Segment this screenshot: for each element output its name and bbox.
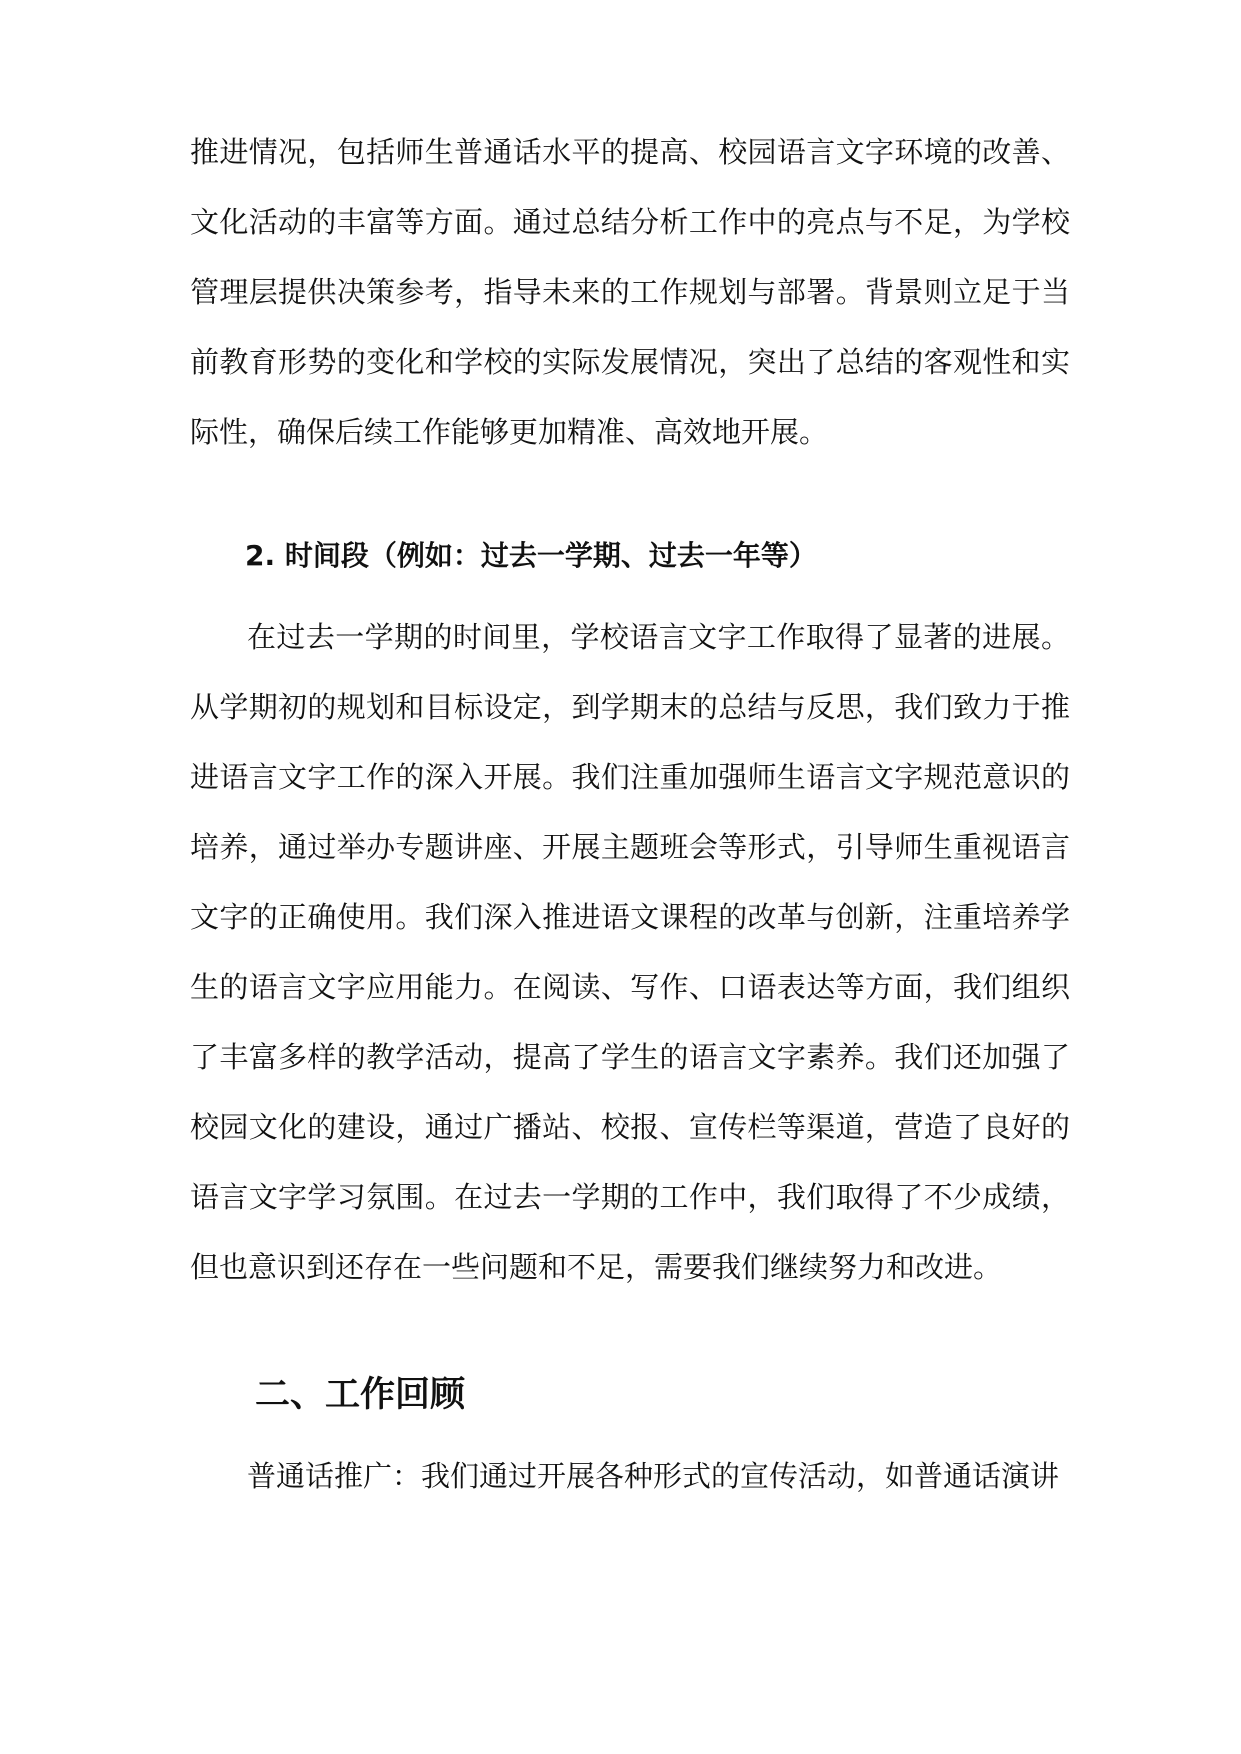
subheading-time-period: 2. 时间段（例如：过去一学期、过去一年等） bbox=[245, 539, 817, 572]
paragraph-2-line-6: 生的语言文字应用能力。在阅读、写作、口语表达等方面，我们组织 bbox=[190, 970, 1070, 1004]
paragraph-2-line-3: 进语言文字工作的深入开展。我们注重加强师生语言文字规范意识的 bbox=[190, 760, 1070, 794]
paragraph-1-line-5: 际性，确保后续工作能够更加精准、高效地开展。 bbox=[190, 415, 829, 449]
paragraph-2-line-1: 在过去一学期的时间里，学校语言文字工作取得了显著的进展。 bbox=[247, 620, 1070, 654]
paragraph-2-line-9: 语言文字学习氛围。在过去一学期的工作中，我们取得了不少成绩， bbox=[190, 1180, 1070, 1214]
paragraph-2-line-4: 培养，通过举办专题讲座、开展主题班会等形式，引导师生重视语言 bbox=[190, 830, 1070, 864]
paragraph-2-line-8: 校园文化的建设，通过广播站、校报、宣传栏等渠道，营造了良好的 bbox=[190, 1110, 1070, 1144]
paragraph-1-line-1: 推进情况，包括师生普通话水平的提高、校园语言文字环境的改善、 bbox=[190, 135, 1070, 169]
paragraph-2-line-10: 但也意识到还存在一些问题和不足，需要我们继续努力和改进。 bbox=[190, 1250, 1003, 1284]
paragraph-1-line-2: 文化活动的丰富等方面。通过总结分析工作中的亮点与不足，为学校 bbox=[190, 205, 1070, 239]
paragraph-1-line-4: 前教育形势的变化和学校的实际发展情况，突出了总结的客观性和实 bbox=[190, 345, 1070, 379]
paragraph-1-line-3: 管理层提供决策参考，指导未来的工作规划与部署。背景则立足于当 bbox=[190, 275, 1070, 309]
paragraph-2-line-7: 了丰富多样的教学活动，提高了学生的语言文字素养。我们还加强了 bbox=[190, 1040, 1070, 1074]
paragraph-2-line-5: 文字的正确使用。我们深入推进语文课程的改革与创新，注重培养学 bbox=[190, 900, 1070, 934]
paragraph-3-line-1: 普通话推广：我们通过开展各种形式的宣传活动，如普通话演讲 bbox=[247, 1459, 1060, 1493]
section-heading-work-review: 二、工作回顾 bbox=[255, 1375, 466, 1415]
paragraph-2-line-2: 从学期初的规划和目标设定，到学期末的总结与反思，我们致力于推 bbox=[190, 690, 1070, 724]
